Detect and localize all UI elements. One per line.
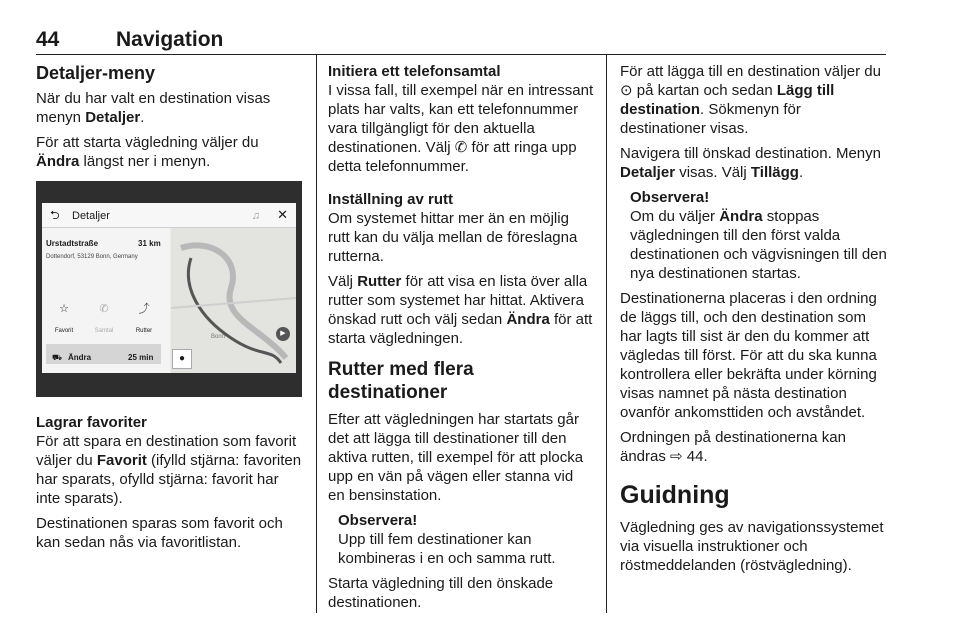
note-title: Observera!: [338, 512, 418, 529]
screen-rutter-button: ⤴ Rutter: [126, 300, 162, 341]
column-1: [36, 62, 302, 558]
screen-titlebar: [42, 203, 296, 228]
page-header: [36, 28, 886, 54]
heading-detaljer-meny: Detaljer-meny: [36, 63, 156, 83]
paragraph: Välj Rutter för att visa en lista över alla rutter som systemet har hittat. Aktivera önskad rutt och välj sedan Ändra för att starta vägledningen.: [328, 273, 593, 347]
paragraph: När du har valt en destination visas menyn Detaljer.: [36, 90, 271, 126]
note-text: Upp till fem destinationer kan kombineras i en och samma rutt.: [338, 531, 556, 567]
paragraph: I vissa fall, till exempel när en intressant plats har valts, kan ett telefonnummer vara tillgängligt för den aktuella destinationen. Välj ✆ för att ringa upp detta telefonnummer.: [328, 82, 594, 175]
back-arrow-icon: ⮌: [50, 208, 60, 222]
header-rule: [36, 54, 886, 55]
heading-installning-av-rutt: Inställning av rutt: [328, 191, 454, 208]
play-icon: ▶: [276, 327, 290, 341]
map-pin-icon: ●: [172, 349, 192, 369]
screen-change-bar: [46, 344, 161, 364]
heading-lagrar-favoriter: Lagrar favoriter: [36, 414, 147, 431]
paragraph: Ordningen på destinationerna kan ändras ⇨ 44.: [620, 429, 846, 465]
paragraph: Destinationen sparas som favorit och kan sedan nås via favoritlistan.: [36, 515, 283, 551]
screen-change-label: Ändra: [68, 353, 92, 362]
paragraph: Om systemet hittar mer än en möjlig rutt kan du välja mellan de föreslagna rutterna.: [328, 210, 578, 265]
paragraph: Efter att vägledningen har startats går det att lägga till destinationer till den aktiva rutten, till exempel för att plocka upp en vän på vägen eller stanna vid en bensinstation.: [328, 411, 584, 504]
route-icon: ⤴: [138, 303, 150, 315]
page-number: 44: [36, 28, 60, 51]
screen-street: Urstadtstraße: [46, 239, 99, 248]
heading-rutter-flera-destinationer: Rutter med flera destinationer: [328, 359, 474, 403]
paragraph: För att spara en destination som favorit väljer du Favorit (ifylld stjärna: favoriten har sparats, ofylld stjärna: favorit har inte sparats).: [36, 433, 302, 507]
note-text: Om du väljer Ändra stoppas vägledningen till den först valda destinationen och vägvisningen till den nya destinationen startas.: [630, 208, 887, 282]
note-box: [328, 511, 594, 568]
note-title: Observera!: [630, 189, 710, 206]
column-divider-2: [606, 55, 607, 613]
screen-title: Detaljer: [72, 210, 110, 222]
close-icon: ✕: [277, 207, 288, 222]
paragraph: Navigera till önskad destination. Menyn Detaljer visas. Välj Tillägg.: [620, 145, 881, 181]
phone-icon: ✆: [99, 303, 109, 315]
star-icon: ☆: [59, 303, 69, 315]
details-screen-image: [36, 181, 302, 397]
section-title: Navigation: [116, 28, 224, 51]
column-divider-1: [316, 55, 317, 613]
screen-panel: [42, 203, 296, 373]
paragraph: Destinationerna placeras i den ordning de läggs till, och den destination som har lagts till sist är den du kommer att vägledas till först. För att du ska kunna kontrollera eller bekräfta under körning visas namnet på nästa destination ovanför ankomsttiden och avståndet.: [620, 290, 877, 421]
heading-telefonsamtal: Initiera ett telefonsamtal: [328, 63, 501, 80]
map-city-label: Bonn: [211, 334, 226, 340]
paragraph: För att lägga till en destination väljer du ⊙ på kartan och sedan Lägg till destination. Sökmenyn för destinationer visas.: [620, 63, 881, 137]
screen-address: Dottendorf, 53129 Bonn, Germany: [46, 254, 138, 260]
screen-details-pane: [42, 228, 170, 373]
screen-time: 25 min: [128, 353, 154, 362]
screen-favorit-button: ☆ Favorit: [46, 300, 82, 341]
screen-samtal-button: ✆ Samtal: [86, 300, 122, 341]
paragraph: Vägledning ges av navigationssystemet via visuella instruktioner och röstmeddelanden (röstvägledning).: [620, 519, 884, 574]
note-box: [620, 188, 888, 283]
heading-guidning: Guidning: [620, 481, 730, 509]
screen-distance: 31 km: [138, 239, 161, 248]
paragraph: Starta vägledning till den önskade destinationen.: [328, 575, 554, 611]
column-3: [620, 62, 888, 581]
column-2: [328, 62, 594, 618]
music-icon: ♫: [251, 210, 260, 222]
car-icon: ⛟: [52, 353, 63, 362]
paragraph: För att starta vägledning väljer du Ändra längst ner i menyn.: [36, 134, 259, 170]
